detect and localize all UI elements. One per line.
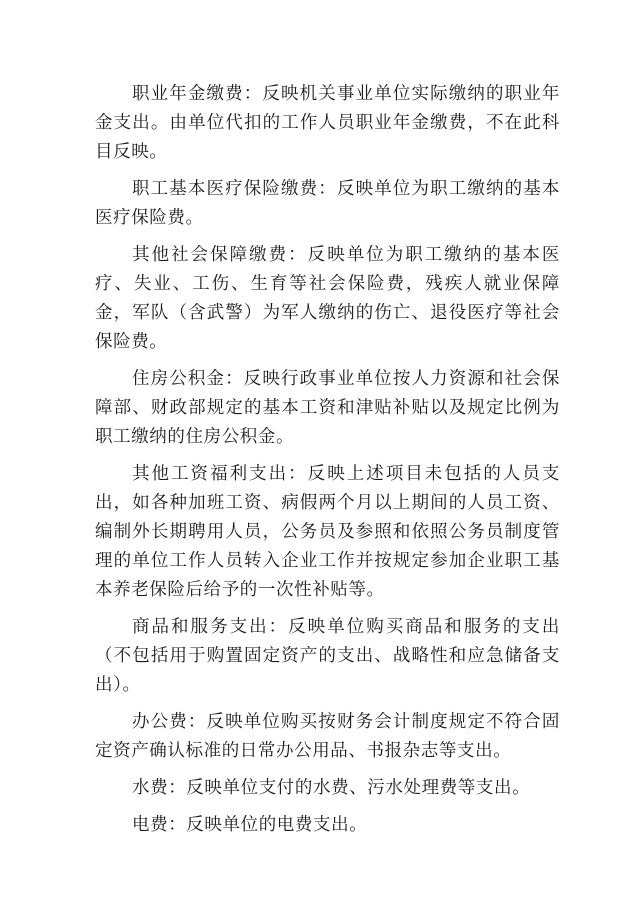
paragraph-electricity-fees: 电费：反映单位的电费支出。 — [132, 815, 368, 835]
paragraph-basic-medical-insurance: 职工基本医疗保险缴费：反映单位为职工缴纳的基本医疗保险费。 — [95, 179, 560, 228]
paragraph-office-expenses: 办公费：反映单位购买按财务会计制度规定不符合固定资产确认标准的日常办公用品、书报杂志等支出。 — [95, 712, 560, 761]
paragraph-goods-services: 商品和服务支出：反映单位购买商品和服务的支出（不包括用于购置固定资产的支出、战略性和应急储备支出）。 — [95, 617, 560, 695]
paragraph-housing-fund: 住房公积金：反映行政事业单位按人力资源和社会保障部、财政部规定的基本工资和津贴补贴以及规定比例为职工缴纳的住房公积金。 — [95, 369, 560, 447]
paragraph-other-wage-welfare: 其他工资福利支出：反映上述项目未包括的人员支出，如各种加班工资、病假两个月以上期间的人员工资、编制外长期聘用人员，公务员及参照和依照公务员制度管理的单位工作人员转入企业工作并按规定参加企业职工基本养老保险后给予的一次性补贴等。 — [95, 464, 560, 600]
paragraph-occupational-annuity: 职业年金缴费：反映机关事业单位实际缴纳的职业年金支出。由单位代扣的工作人员职业年金缴费，不在此科目反映。 — [95, 84, 560, 162]
paragraph-water-fees: 水费：反映单位支付的水费、污水处理费等支出。 — [132, 778, 531, 798]
document-body — [95, 80, 560, 848]
paragraph-other-social-security: 其他社会保障缴费：反映单位为职工缴纳的基本医疗、失业、工伤、生育等社会保险费，残疾人就业保障金，军队（含武警）为军人缴纳的伤亡、退役医疗等社会保险费。 — [95, 245, 560, 352]
